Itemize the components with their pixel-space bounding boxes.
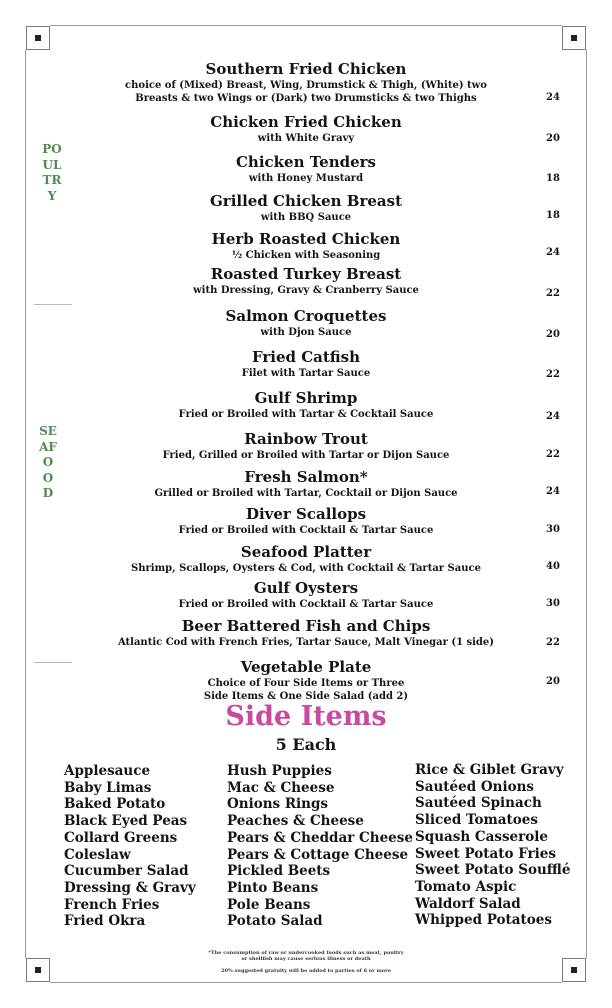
menu-item-name: Southern Fried Chicken xyxy=(205,60,407,78)
menu-item-description: Fried or Broiled with Tartar & Cocktail Sauce xyxy=(178,409,434,420)
side-item: Baby Limas xyxy=(64,779,152,796)
side-item: Cucumber Salad xyxy=(64,863,189,880)
seafood-section-label: SEAFOOD xyxy=(39,424,57,500)
menu-item-price: 18 xyxy=(546,210,560,221)
menu-item-name: Grilled Chicken Breast xyxy=(209,192,403,210)
menu-item-name: Gulf Shrimp xyxy=(254,389,358,407)
side-item: Waldorf Salad xyxy=(415,895,521,912)
menu-item-price: 18 xyxy=(546,173,560,184)
menu-item-price: 24 xyxy=(546,92,560,103)
menu-item-name: Diver Scallops xyxy=(245,505,367,523)
side-item: Rice & Giblet Gravy xyxy=(415,762,564,778)
menu-item-description: ½ Chicken with Seasoning xyxy=(231,250,381,261)
menu-item-price: 22 xyxy=(546,637,560,648)
menu-item-price: 22 xyxy=(546,288,560,299)
section-divider xyxy=(34,304,72,305)
side-item: Pears & Cheddar Cheese xyxy=(227,829,413,846)
side-item: Mac & Cheese xyxy=(227,779,335,796)
side-items-price: 5 Each xyxy=(275,735,337,754)
menu-item-price: 24 xyxy=(546,486,560,497)
menu-item-description: with Honey Mustard xyxy=(248,173,364,184)
side-item: Collard Greens xyxy=(64,829,178,846)
side-item: Pears & Cottage Cheese xyxy=(227,846,409,863)
side-item: Whipped Potatoes xyxy=(415,912,552,929)
menu-item-price: 20 xyxy=(546,133,560,144)
side-item: Fried Okra xyxy=(64,913,146,930)
menu-item-price: 22 xyxy=(546,449,560,460)
menu-item-name: Vegetable Plate xyxy=(240,658,372,676)
menu-item-seafood-platter xyxy=(100,543,512,576)
menu-item-price: 22 xyxy=(546,369,560,380)
menu-item-description: Filet with Tartar Sauce xyxy=(241,368,371,379)
menu-item-chicken-fried-chicken xyxy=(100,113,512,146)
poultry-section-label: POULTRY xyxy=(42,142,62,203)
menu-item-description: choice of (Mixed) Breast, Wing, Drumstick & Thigh, (White) two Breasts & two Wings or (Dark) two Drumsticks & two Thighs xyxy=(125,80,487,104)
menu-item-diver-scallops xyxy=(100,505,512,538)
menu-item-vegetable-plate xyxy=(100,658,512,703)
side-item: French Fries xyxy=(64,896,160,913)
menu-item-description: Grilled or Broiled with Tartar, Cocktail or Dijon Sauce xyxy=(154,488,458,499)
menu-item-price: 20 xyxy=(546,676,560,687)
side-items-column-3 xyxy=(415,762,570,929)
menu-item-chicken-tenders xyxy=(100,153,512,186)
side-items-heading: Side Items xyxy=(225,701,387,732)
menu-item-name: Herb Roasted Chicken xyxy=(211,230,401,248)
gratuity-note: 20% suggested gratuity will be added to parties of 6 or more xyxy=(221,968,391,974)
menu-item-price: 30 xyxy=(546,598,560,609)
menu-item-name: Seafood Platter xyxy=(240,543,372,561)
corner-ornament-top-right xyxy=(562,26,586,50)
side-item: Hush Puppies xyxy=(227,763,332,779)
menu-item-description: Fried or Broiled with Cocktail & Tartar Sauce xyxy=(178,599,434,610)
menu-item-description: with White Gravy xyxy=(257,133,355,144)
menu-item-price: 20 xyxy=(546,329,560,340)
frame-left-line xyxy=(25,50,26,958)
side-item: Sweet Potato Fries xyxy=(415,845,556,862)
menu-item-description: Fried, Grilled or Broiled with Tartar or Dijon Sauce xyxy=(162,450,450,461)
corner-ornament-bottom-left xyxy=(26,958,50,982)
menu-item-name: Chicken Tenders xyxy=(235,153,376,171)
menu-item-herb-roasted-chicken xyxy=(100,230,512,263)
menu-item-gulf-oysters xyxy=(100,579,512,612)
side-item: Potato Salad xyxy=(227,913,323,930)
side-item: Pinto Beans xyxy=(227,879,319,896)
menu-item-price: 24 xyxy=(546,247,560,258)
side-item: Peaches & Cheese xyxy=(227,813,364,830)
side-item: Baked Potato xyxy=(64,796,166,813)
menu-item-name: Rainbow Trout xyxy=(244,430,368,448)
menu-item-name: Fresh Salmon* xyxy=(244,468,368,486)
side-item: Coleslaw xyxy=(64,846,131,863)
menu-item-fried-catfish xyxy=(100,348,512,381)
side-item: Onions Rings xyxy=(227,796,329,813)
side-item: Sweet Potato Soufflé xyxy=(415,862,571,879)
frame-top-line xyxy=(50,25,562,26)
menu-item-gulf-shrimp xyxy=(100,389,512,422)
consumption-warning: *The consumption of raw or undercooked foods such as meat, poultry or shellfish may cause serious illness or death xyxy=(208,950,404,962)
menu-item-name: Roasted Turkey Breast xyxy=(210,265,402,283)
menu-item-name: Beer Battered Fish and Chips xyxy=(181,617,431,635)
side-item: Sliced Tomatoes xyxy=(415,812,538,829)
menu-item-name: Chicken Fried Chicken xyxy=(210,113,402,131)
side-item: Black Eyed Peas xyxy=(64,813,188,830)
side-item: Pickled Beets xyxy=(227,863,331,880)
menu-item-description: with Djon Sauce xyxy=(260,327,352,338)
menu-item-fresh-salmon xyxy=(100,468,512,501)
corner-ornament-bottom-right xyxy=(562,958,586,982)
menu-item-description: Atlantic Cod with French Fries, Tartar Sauce, Malt Vinegar (1 side) xyxy=(117,637,495,648)
side-item: Applesauce xyxy=(64,763,151,779)
corner-ornament-top-left xyxy=(26,26,50,50)
menu-item-roasted-turkey-breast xyxy=(100,265,512,298)
menu-item-beer-battered-fish-and-chips xyxy=(100,617,512,650)
side-item: Squash Casserole xyxy=(415,828,548,845)
menu-item-description: with BBQ Sauce xyxy=(260,212,352,223)
menu-item-price: 40 xyxy=(546,561,560,572)
menu-item-name: Gulf Oysters xyxy=(253,579,359,597)
menu-item-grilled-chicken-breast xyxy=(100,192,512,225)
menu-item-salmon-croquettes xyxy=(100,307,512,340)
menu-item-southern-fried-chicken xyxy=(100,60,512,105)
menu-item-price: 24 xyxy=(546,411,560,422)
menu-item-description: with Dressing, Gravy & Cranberry Sauce xyxy=(193,285,419,296)
menu-item-rainbow-trout xyxy=(100,430,512,463)
side-items-column-1 xyxy=(64,763,196,930)
side-items-column-2 xyxy=(227,763,413,930)
side-item: Pole Beans xyxy=(227,896,311,913)
menu-item-description: Fried or Broiled with Cocktail & Tartar Sauce xyxy=(178,525,434,536)
menu-item-description: Shrimp, Scallops, Oysters & Cod, with Cocktail & Tartar Sauce xyxy=(131,563,481,574)
side-item: Dressing & Gravy xyxy=(64,879,196,896)
frame-bottom-line xyxy=(50,982,562,983)
menu-item-description: Choice of Four Side Items or Three Side Items & One Side Salad (add 2) xyxy=(203,678,409,702)
section-divider xyxy=(34,662,72,663)
side-item: Tomato Aspic xyxy=(415,878,517,895)
side-item: Sautéed Onions xyxy=(415,778,534,795)
side-item: Sautéed Spinach xyxy=(415,795,542,812)
menu-item-name: Fried Catfish xyxy=(251,348,361,366)
menu-item-name: Salmon Croquettes xyxy=(225,307,387,325)
menu-item-price: 30 xyxy=(546,524,560,535)
frame-right-line xyxy=(586,50,587,958)
